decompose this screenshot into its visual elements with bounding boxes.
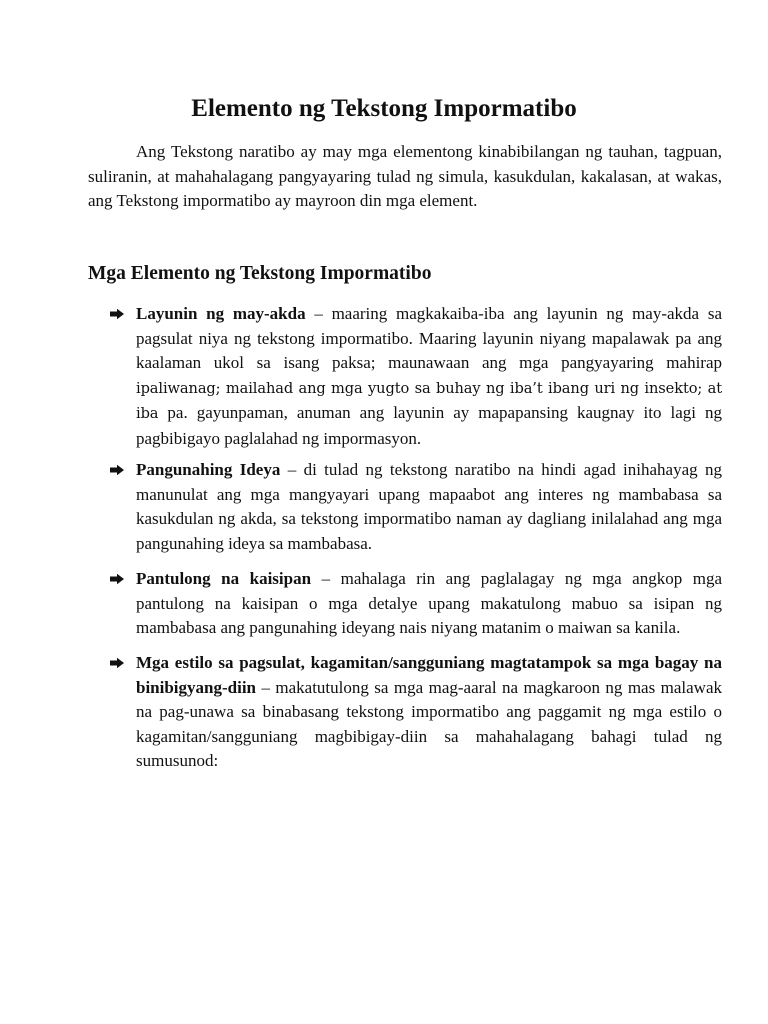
item-text: maaring magkakaiba-iba ang layunin ng may-akda sa pagsulat niya ng tekstong impormatibo. Maaring layunin niyang mapalawak pa ang kaalaman ukol sa isang paksa; maunawaan ang mga pangyayaring mahirap: [136, 304, 722, 372]
intro-paragraph: Ang Tekstong naratibo ay may mga elementong kinabibilangan ng tauhan, tagpuan, suliranin, at mahahalagang pangyayaring tulad ng simula, kasukdulan, kakalasan, at wakas, ang Tekstong impormatibo ay mayroon din mga element.: [88, 142, 722, 210]
right-pointing-hand-arrow-icon: [109, 657, 125, 669]
item-separator: –: [256, 677, 276, 697]
list-item-pantulong-na-kaisipan: [136, 567, 722, 641]
item-separator: –: [280, 460, 304, 479]
list-item-mga-estilo: [136, 651, 722, 774]
item-text: makatutulong sa mga mag-aaral na magkaroon ng mas malawak na pag-unawa sa binabasang tekstong impormatibo ang paggamit ng mga estilo o kagamitan/sangguniang magbibigay-diin sa mahahalagang bahagi tulad ng sumusunod:: [136, 677, 722, 770]
item-text: pa. gayunpaman, anuman ang layunin ay mapapansing kaugnay ito lagi ng pagbibigayo paglalahad ng impormasyon.: [136, 403, 722, 448]
item-term: Layunin ng may-akda: [136, 304, 306, 323]
right-pointing-hand-arrow-icon: [109, 308, 125, 320]
item-text: di tulad ng tekstong naratibo na hindi agad inihahayag ng manunulat ang mga mangyayari upang mapaabot ang interes ng mambabasa sa kasukdulan ng akda, sa tekstong impormatibo naman ay dagliang inilalahad ang mga pangunahing ideya sa mambabasa.: [136, 460, 722, 553]
right-pointing-hand-arrow-icon: [109, 464, 125, 476]
item-separator: –: [311, 569, 341, 588]
item-term: Mga estilo sa pagsulat, kagamitan/sangguniang magtatampok sa mga bagay na binibigyang-diin: [136, 653, 722, 697]
section-heading: Mga Elemento ng Tekstong Impormatibo: [88, 263, 432, 284]
item-term: Pantulong na kaisipan: [136, 569, 312, 588]
item-text: mahalaga rin ang paglalagay ng mga angkop mga pantulong na kaisipan o mga detalye upang makatulong mabuo sa isipan ng mambabasa ang pangunahing ideyang nais niyang matanim o maiwan sa kanila.: [136, 569, 723, 637]
item-term: Pangunahing Ideya: [136, 460, 281, 479]
list-item-pangunahing-ideya: [136, 458, 722, 556]
list-item-layunin: [136, 302, 722, 451]
item-separator: –: [305, 304, 332, 323]
right-pointing-hand-arrow-icon: [109, 573, 125, 585]
page-title: Elemento ng Tekstong Impormatibo: [191, 95, 577, 122]
item-text: ipaliwanag; mailahad ang mga yugto sa buhay ng iba’t ibang uri ng insekto; at iba: [136, 379, 722, 422]
